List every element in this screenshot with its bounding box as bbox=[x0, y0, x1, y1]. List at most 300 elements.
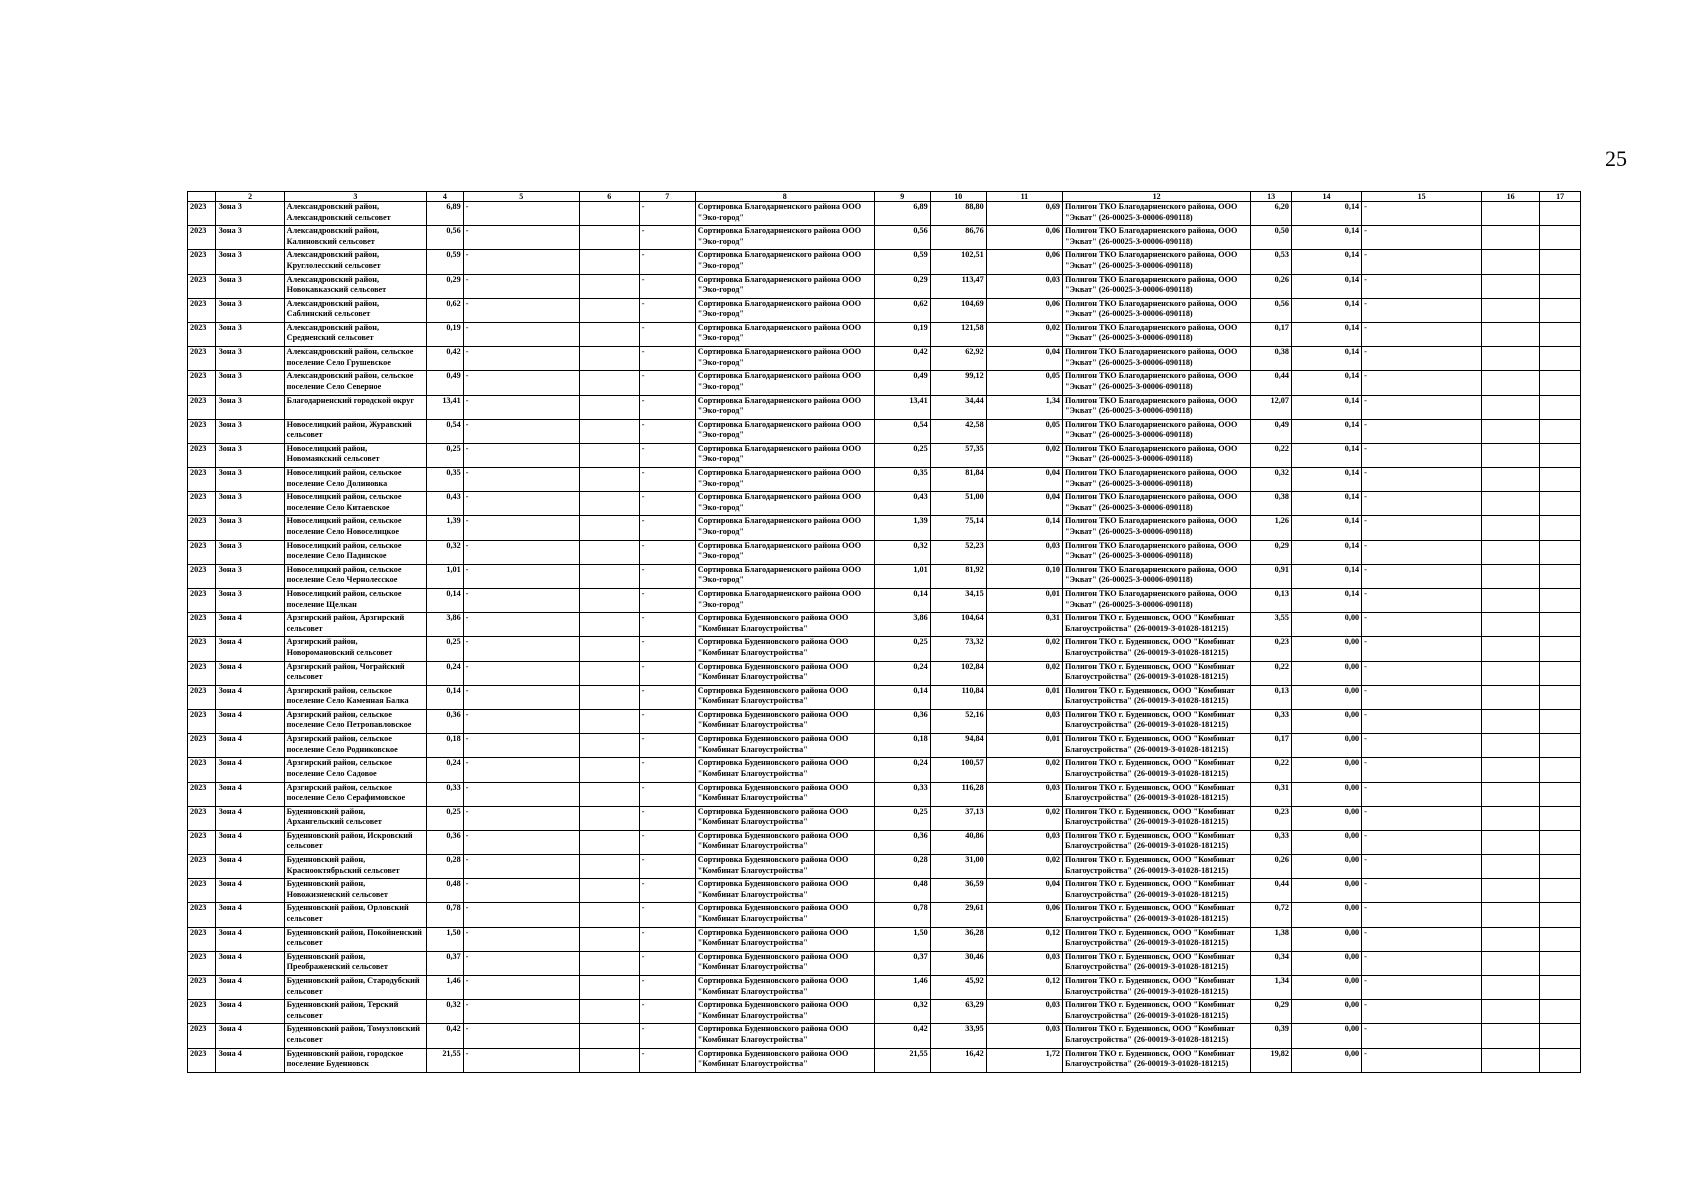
waste-volume-cell: 1,39 bbox=[427, 516, 464, 540]
sorting-facility-cell: Сортировка Благодарненского района ООО "Эко-город" bbox=[695, 443, 874, 467]
recycled-cell: 0,69 bbox=[986, 202, 1062, 226]
distance-cell: 52,16 bbox=[930, 709, 986, 733]
year-cell: 2023 bbox=[188, 274, 216, 298]
year-cell: 2023 bbox=[188, 443, 216, 467]
zone-cell: Зона 3 bbox=[216, 564, 284, 588]
col5-cell: - bbox=[463, 226, 579, 250]
municipality-cell: Новоселицкий район, сельское поселение Щелкан bbox=[284, 589, 426, 613]
zone-cell: Зона 3 bbox=[216, 298, 284, 322]
sorting-facility-cell: Сортировка Буденновского района ООО "Комбинат Благоустройства" bbox=[695, 951, 874, 975]
municipality-cell: Арзгирский район, сельское поселение Село Родниковское bbox=[284, 734, 426, 758]
zone-cell: Зона 3 bbox=[216, 589, 284, 613]
waste-volume-cell: 0,14 bbox=[427, 589, 464, 613]
landfill-cell: Полигон ТКО г. Буденновск, ООО "Комбинат Благоустройства" (26-00019-З-01028-181215) bbox=[1063, 613, 1251, 637]
sorting-facility-cell: Сортировка Буденновского района ООО "Комбинат Благоустройства" bbox=[695, 927, 874, 951]
column-header: 2 bbox=[216, 192, 284, 202]
distance-cell: 63,29 bbox=[930, 1000, 986, 1024]
municipality-cell: Александровский район, сельское поселение Село Северное bbox=[284, 371, 426, 395]
col15-cell: - bbox=[1362, 613, 1482, 637]
distance-cell: 75,14 bbox=[930, 516, 986, 540]
sorting-facility-cell: Сортировка Благодарненского района ООО "Эко-город" bbox=[695, 540, 874, 564]
zone-cell: Зона 4 bbox=[216, 976, 284, 1000]
distance-cell: 99,12 bbox=[930, 371, 986, 395]
col16-cell bbox=[1482, 395, 1540, 419]
col7-cell: - bbox=[639, 830, 695, 854]
sorting-facility-cell: Сортировка Благодарненского района ООО "Эко-город" bbox=[695, 347, 874, 371]
municipality-cell: Александровский район, Круглолесский сельсовет bbox=[284, 250, 426, 274]
waste-volume-cell: 0,25 bbox=[427, 637, 464, 661]
zone-cell: Зона 3 bbox=[216, 226, 284, 250]
landfill-volume-cell: 0,39 bbox=[1251, 1024, 1292, 1048]
table-row bbox=[188, 540, 1581, 564]
distance-cell: 102,51 bbox=[930, 250, 986, 274]
col16-cell bbox=[1482, 709, 1540, 733]
waste-volume-cell: 0,24 bbox=[427, 758, 464, 782]
table-row bbox=[188, 202, 1581, 226]
col16-cell bbox=[1482, 734, 1540, 758]
col7-cell: - bbox=[639, 879, 695, 903]
waste-volume-cell: 21,55 bbox=[427, 1048, 464, 1072]
municipality-cell: Александровский район, Александровский сельсовет bbox=[284, 202, 426, 226]
col17-cell bbox=[1540, 879, 1581, 903]
waste-flow-table-wrapper bbox=[187, 191, 1581, 1073]
col14-cell: 0,00 bbox=[1291, 685, 1361, 709]
zone-cell: Зона 4 bbox=[216, 1000, 284, 1024]
col15-cell: - bbox=[1362, 782, 1482, 806]
waste-volume-cell: 0,33 bbox=[427, 782, 464, 806]
col16-cell bbox=[1482, 830, 1540, 854]
year-cell: 2023 bbox=[188, 492, 216, 516]
col16-cell bbox=[1482, 468, 1540, 492]
col7-cell: - bbox=[639, 685, 695, 709]
landfill-cell: Полигон ТКО г. Буденновск, ООО "Комбинат Благоустройства" (26-00019-З-01028-181215) bbox=[1063, 976, 1251, 1000]
landfill-volume-cell: 0,22 bbox=[1251, 758, 1292, 782]
col14-cell: 0,00 bbox=[1291, 782, 1361, 806]
zone-cell: Зона 3 bbox=[216, 443, 284, 467]
sorting-facility-cell: Сортировка Благодарненского района ООО "Эко-город" bbox=[695, 419, 874, 443]
col15-cell: - bbox=[1362, 492, 1482, 516]
recycled-cell: 0,04 bbox=[986, 468, 1062, 492]
col15-cell: - bbox=[1362, 347, 1482, 371]
landfill-volume-cell: 0,49 bbox=[1251, 419, 1292, 443]
landfill-volume-cell: 0,38 bbox=[1251, 347, 1292, 371]
sorting-volume-cell: 0,59 bbox=[874, 250, 930, 274]
recycled-cell: 0,10 bbox=[986, 564, 1062, 588]
municipality-cell: Арзгирский район, Чограйский сельсовет bbox=[284, 661, 426, 685]
year-cell: 2023 bbox=[188, 951, 216, 975]
landfill-volume-cell: 0,53 bbox=[1251, 250, 1292, 274]
year-cell: 2023 bbox=[188, 395, 216, 419]
table-row bbox=[188, 298, 1581, 322]
col17-cell bbox=[1540, 419, 1581, 443]
col5-cell: - bbox=[463, 685, 579, 709]
col7-cell: - bbox=[639, 347, 695, 371]
landfill-volume-cell: 1,38 bbox=[1251, 927, 1292, 951]
recycled-cell: 0,14 bbox=[986, 516, 1062, 540]
distance-cell: 42,58 bbox=[930, 419, 986, 443]
municipality-cell: Арзгирский район, сельское поселение Село Петропавловское bbox=[284, 709, 426, 733]
table-row bbox=[188, 637, 1581, 661]
recycled-cell: 0,02 bbox=[986, 758, 1062, 782]
zone-cell: Зона 4 bbox=[216, 637, 284, 661]
table-row bbox=[188, 734, 1581, 758]
recycled-cell: 0,01 bbox=[986, 734, 1062, 758]
waste-volume-cell: 0,29 bbox=[427, 274, 464, 298]
col15-cell: - bbox=[1362, 250, 1482, 274]
table-row bbox=[188, 758, 1581, 782]
sorting-facility-cell: Сортировка Буденновского района ООО "Комбинат Благоустройства" bbox=[695, 613, 874, 637]
recycled-cell: 0,01 bbox=[986, 589, 1062, 613]
recycled-cell: 0,03 bbox=[986, 951, 1062, 975]
table-row bbox=[188, 855, 1581, 879]
zone-cell: Зона 4 bbox=[216, 903, 284, 927]
distance-cell: 73,32 bbox=[930, 637, 986, 661]
col14-cell: 0,00 bbox=[1291, 806, 1361, 830]
landfill-cell: Полигон ТКО Благодарненского района, ООО "Экват" (26-00025-З-00006-090118) bbox=[1063, 322, 1251, 346]
col5-cell: - bbox=[463, 758, 579, 782]
landfill-volume-cell: 12,07 bbox=[1251, 395, 1292, 419]
zone-cell: Зона 3 bbox=[216, 250, 284, 274]
col16-cell bbox=[1482, 1000, 1540, 1024]
landfill-cell: Полигон ТКО г. Буденновск, ООО "Комбинат Благоустройства" (26-00019-З-01028-181215) bbox=[1063, 685, 1251, 709]
table-row bbox=[188, 274, 1581, 298]
landfill-cell: Полигон ТКО Благодарненского района, ООО "Экват" (26-00025-З-00006-090118) bbox=[1063, 564, 1251, 588]
distance-cell: 51,00 bbox=[930, 492, 986, 516]
col6-cell bbox=[579, 855, 639, 879]
waste-volume-cell: 0,78 bbox=[427, 903, 464, 927]
col5-cell: - bbox=[463, 1000, 579, 1024]
col17-cell bbox=[1540, 613, 1581, 637]
col15-cell: - bbox=[1362, 1048, 1482, 1072]
recycled-cell: 0,03 bbox=[986, 709, 1062, 733]
landfill-cell: Полигон ТКО г. Буденновск, ООО "Комбинат Благоустройства" (26-00019-З-01028-181215) bbox=[1063, 782, 1251, 806]
zone-cell: Зона 4 bbox=[216, 879, 284, 903]
sorting-facility-cell: Сортировка Буденновского района ООО "Комбинат Благоустройства" bbox=[695, 855, 874, 879]
year-cell: 2023 bbox=[188, 564, 216, 588]
col6-cell bbox=[579, 879, 639, 903]
year-cell: 2023 bbox=[188, 202, 216, 226]
distance-cell: 34,15 bbox=[930, 589, 986, 613]
col7-cell: - bbox=[639, 250, 695, 274]
distance-cell: 110,84 bbox=[930, 685, 986, 709]
col15-cell: - bbox=[1362, 202, 1482, 226]
recycled-cell: 0,03 bbox=[986, 1024, 1062, 1048]
col14-cell: 0,14 bbox=[1291, 322, 1361, 346]
col5-cell: - bbox=[463, 855, 579, 879]
col17-cell bbox=[1540, 685, 1581, 709]
distance-cell: 40,86 bbox=[930, 830, 986, 854]
col6-cell bbox=[579, 782, 639, 806]
landfill-cell: Полигон ТКО Благодарненского района, ООО "Экват" (26-00025-З-00006-090118) bbox=[1063, 492, 1251, 516]
col16-cell bbox=[1482, 202, 1540, 226]
table-row bbox=[188, 1024, 1581, 1048]
zone-cell: Зона 4 bbox=[216, 685, 284, 709]
table-row bbox=[188, 371, 1581, 395]
col16-cell bbox=[1482, 250, 1540, 274]
landfill-volume-cell: 0,91 bbox=[1251, 564, 1292, 588]
column-header: 5 bbox=[463, 192, 579, 202]
col17-cell bbox=[1540, 903, 1581, 927]
year-cell: 2023 bbox=[188, 468, 216, 492]
col15-cell: - bbox=[1362, 661, 1482, 685]
sorting-facility-cell: Сортировка Буденновского района ООО "Комбинат Благоустройства" bbox=[695, 637, 874, 661]
distance-cell: 102,84 bbox=[930, 661, 986, 685]
column-header: 16 bbox=[1482, 192, 1540, 202]
distance-cell: 36,59 bbox=[930, 879, 986, 903]
municipality-cell: Буденновский район, Искровский сельсовет bbox=[284, 830, 426, 854]
landfill-cell: Полигон ТКО г. Буденновск, ООО "Комбинат Благоустройства" (26-00019-З-01028-181215) bbox=[1063, 855, 1251, 879]
sorting-facility-cell: Сортировка Благодарненского района ООО "Эко-город" bbox=[695, 298, 874, 322]
landfill-volume-cell: 0,13 bbox=[1251, 589, 1292, 613]
col5-cell: - bbox=[463, 516, 579, 540]
col15-cell: - bbox=[1362, 226, 1482, 250]
municipality-cell: Буденновский район, Покойненский сельсовет bbox=[284, 927, 426, 951]
col5-cell: - bbox=[463, 395, 579, 419]
col14-cell: 0,00 bbox=[1291, 903, 1361, 927]
col7-cell: - bbox=[639, 443, 695, 467]
distance-cell: 94,84 bbox=[930, 734, 986, 758]
municipality-cell: Буденновский район, Новожизненский сельсовет bbox=[284, 879, 426, 903]
col17-cell bbox=[1540, 589, 1581, 613]
col14-cell: 0,14 bbox=[1291, 347, 1361, 371]
municipality-cell: Новоселицкий район, сельское поселение Село Долиновка bbox=[284, 468, 426, 492]
col14-cell: 0,14 bbox=[1291, 202, 1361, 226]
municipality-cell: Новоселицкий район, сельское поселение Село Китаевское bbox=[284, 492, 426, 516]
distance-cell: 121,58 bbox=[930, 322, 986, 346]
col17-cell bbox=[1540, 661, 1581, 685]
col7-cell: - bbox=[639, 637, 695, 661]
landfill-volume-cell: 1,34 bbox=[1251, 976, 1292, 1000]
sorting-volume-cell: 0,48 bbox=[874, 879, 930, 903]
col17-cell bbox=[1540, 951, 1581, 975]
col16-cell bbox=[1482, 371, 1540, 395]
recycled-cell: 0,02 bbox=[986, 855, 1062, 879]
col7-cell: - bbox=[639, 709, 695, 733]
sorting-volume-cell: 0,43 bbox=[874, 492, 930, 516]
waste-volume-cell: 0,62 bbox=[427, 298, 464, 322]
col6-cell bbox=[579, 1024, 639, 1048]
column-header: 3 bbox=[284, 192, 426, 202]
landfill-cell: Полигон ТКО г. Буденновск, ООО "Комбинат Благоустройства" (26-00019-З-01028-181215) bbox=[1063, 637, 1251, 661]
col15-cell: - bbox=[1362, 540, 1482, 564]
municipality-cell: Новоселицкий район, Журавский сельсовет bbox=[284, 419, 426, 443]
landfill-cell: Полигон ТКО г. Буденновск, ООО "Комбинат Благоустройства" (26-00019-З-01028-181215) bbox=[1063, 661, 1251, 685]
col17-cell bbox=[1540, 371, 1581, 395]
col7-cell: - bbox=[639, 976, 695, 1000]
sorting-volume-cell: 3,86 bbox=[874, 613, 930, 637]
col14-cell: 0,14 bbox=[1291, 589, 1361, 613]
table-row bbox=[188, 879, 1581, 903]
year-cell: 2023 bbox=[188, 371, 216, 395]
col17-cell bbox=[1540, 468, 1581, 492]
sorting-facility-cell: Сортировка Буденновского района ООО "Комбинат Благоустройства" bbox=[695, 1000, 874, 1024]
table-row bbox=[188, 903, 1581, 927]
col7-cell: - bbox=[639, 613, 695, 637]
landfill-cell: Полигон ТКО Благодарненского района, ООО "Экват" (26-00025-З-00006-090118) bbox=[1063, 395, 1251, 419]
waste-volume-cell: 0,35 bbox=[427, 468, 464, 492]
col17-cell bbox=[1540, 855, 1581, 879]
waste-volume-cell: 13,41 bbox=[427, 395, 464, 419]
table-row bbox=[188, 951, 1581, 975]
year-cell: 2023 bbox=[188, 613, 216, 637]
col15-cell: - bbox=[1362, 274, 1482, 298]
col7-cell: - bbox=[639, 734, 695, 758]
col7-cell: - bbox=[639, 419, 695, 443]
landfill-volume-cell: 0,29 bbox=[1251, 540, 1292, 564]
landfill-cell: Полигон ТКО г. Буденновск, ООО "Комбинат Благоустройства" (26-00019-З-01028-181215) bbox=[1063, 903, 1251, 927]
col17-cell bbox=[1540, 395, 1581, 419]
year-cell: 2023 bbox=[188, 806, 216, 830]
table-row bbox=[188, 927, 1581, 951]
col6-cell bbox=[579, 734, 639, 758]
col15-cell: - bbox=[1362, 637, 1482, 661]
col17-cell bbox=[1540, 782, 1581, 806]
col7-cell: - bbox=[639, 806, 695, 830]
col6-cell bbox=[579, 589, 639, 613]
table-row bbox=[188, 685, 1581, 709]
sorting-facility-cell: Сортировка Благодарненского района ООО "Эко-город" bbox=[695, 589, 874, 613]
col15-cell: - bbox=[1362, 927, 1482, 951]
table-row bbox=[188, 976, 1581, 1000]
sorting-facility-cell: Сортировка Благодарненского района ООО "Эко-город" bbox=[695, 492, 874, 516]
sorting-volume-cell: 0,29 bbox=[874, 274, 930, 298]
waste-volume-cell: 0,25 bbox=[427, 806, 464, 830]
col6-cell bbox=[579, 637, 639, 661]
col15-cell: - bbox=[1362, 709, 1482, 733]
sorting-volume-cell: 0,49 bbox=[874, 371, 930, 395]
sorting-volume-cell: 0,42 bbox=[874, 1024, 930, 1048]
col16-cell bbox=[1482, 661, 1540, 685]
col17-cell bbox=[1540, 758, 1581, 782]
page-number: 25 bbox=[1605, 146, 1627, 171]
col6-cell bbox=[579, 976, 639, 1000]
waste-volume-cell: 1,01 bbox=[427, 564, 464, 588]
column-header: 4 bbox=[427, 192, 464, 202]
col17-cell bbox=[1540, 976, 1581, 1000]
landfill-cell: Полигон ТКО Благодарненского района, ООО "Экват" (26-00025-З-00006-090118) bbox=[1063, 298, 1251, 322]
col16-cell bbox=[1482, 516, 1540, 540]
table-row bbox=[188, 516, 1581, 540]
sorting-facility-cell: Сортировка Благодарненского района ООО "Эко-город" bbox=[695, 564, 874, 588]
column-header: 7 bbox=[639, 192, 695, 202]
landfill-volume-cell: 0,13 bbox=[1251, 685, 1292, 709]
col17-cell bbox=[1540, 564, 1581, 588]
col14-cell: 0,00 bbox=[1291, 1024, 1361, 1048]
recycled-cell: 0,02 bbox=[986, 443, 1062, 467]
waste-flow-table bbox=[187, 191, 1581, 1073]
landfill-volume-cell: 6,20 bbox=[1251, 202, 1292, 226]
landfill-volume-cell: 0,17 bbox=[1251, 322, 1292, 346]
year-cell: 2023 bbox=[188, 782, 216, 806]
landfill-volume-cell: 0,34 bbox=[1251, 951, 1292, 975]
sorting-facility-cell: Сортировка Буденновского района ООО "Комбинат Благоустройства" bbox=[695, 1048, 874, 1072]
col14-cell: 0,14 bbox=[1291, 371, 1361, 395]
waste-volume-cell: 0,24 bbox=[427, 661, 464, 685]
col14-cell: 0,14 bbox=[1291, 540, 1361, 564]
zone-cell: Зона 4 bbox=[216, 734, 284, 758]
col16-cell bbox=[1482, 274, 1540, 298]
distance-cell: 33,95 bbox=[930, 1024, 986, 1048]
zone-cell: Зона 3 bbox=[216, 395, 284, 419]
recycled-cell: 1,34 bbox=[986, 395, 1062, 419]
municipality-cell: Александровский район, Средненский сельсовет bbox=[284, 322, 426, 346]
municipality-cell: Буденновский район, городское поселение Буденновск bbox=[284, 1048, 426, 1072]
year-cell: 2023 bbox=[188, 637, 216, 661]
landfill-volume-cell: 3,55 bbox=[1251, 613, 1292, 637]
sorting-facility-cell: Сортировка Буденновского района ООО "Комбинат Благоустройства" bbox=[695, 661, 874, 685]
waste-volume-cell: 1,46 bbox=[427, 976, 464, 1000]
table-body bbox=[188, 202, 1581, 1073]
col16-cell bbox=[1482, 564, 1540, 588]
col16-cell bbox=[1482, 855, 1540, 879]
sorting-facility-cell: Сортировка Буденновского района ООО "Комбинат Благоустройства" bbox=[695, 903, 874, 927]
col15-cell: - bbox=[1362, 516, 1482, 540]
zone-cell: Зона 4 bbox=[216, 830, 284, 854]
zone-cell: Зона 3 bbox=[216, 322, 284, 346]
year-cell: 2023 bbox=[188, 1000, 216, 1024]
col5-cell: - bbox=[463, 298, 579, 322]
col5-cell: - bbox=[463, 903, 579, 927]
col7-cell: - bbox=[639, 589, 695, 613]
col17-cell bbox=[1540, 806, 1581, 830]
col7-cell: - bbox=[639, 1048, 695, 1072]
zone-cell: Зона 3 bbox=[216, 468, 284, 492]
col7-cell: - bbox=[639, 927, 695, 951]
table-row bbox=[188, 806, 1581, 830]
sorting-volume-cell: 0,36 bbox=[874, 830, 930, 854]
sorting-volume-cell: 0,14 bbox=[874, 589, 930, 613]
waste-volume-cell: 0,32 bbox=[427, 1000, 464, 1024]
sorting-volume-cell: 0,25 bbox=[874, 806, 930, 830]
waste-volume-cell: 0,36 bbox=[427, 830, 464, 854]
zone-cell: Зона 3 bbox=[216, 516, 284, 540]
col6-cell bbox=[579, 516, 639, 540]
table-row bbox=[188, 589, 1581, 613]
col6-cell bbox=[579, 395, 639, 419]
col7-cell: - bbox=[639, 298, 695, 322]
landfill-cell: Полигон ТКО Благодарненского района, ООО "Экват" (26-00025-З-00006-090118) bbox=[1063, 540, 1251, 564]
recycled-cell: 0,06 bbox=[986, 903, 1062, 927]
sorting-facility-cell: Сортировка Благодарненского района ООО "Эко-город" bbox=[695, 468, 874, 492]
sorting-facility-cell: Сортировка Буденновского района ООО "Комбинат Благоустройства" bbox=[695, 758, 874, 782]
recycled-cell: 0,03 bbox=[986, 830, 1062, 854]
sorting-volume-cell: 0,78 bbox=[874, 903, 930, 927]
col6-cell bbox=[579, 927, 639, 951]
col6-cell bbox=[579, 564, 639, 588]
table-row bbox=[188, 1000, 1581, 1024]
year-cell: 2023 bbox=[188, 830, 216, 854]
column-header: 12 bbox=[1063, 192, 1251, 202]
col17-cell bbox=[1540, 226, 1581, 250]
waste-volume-cell: 1,50 bbox=[427, 927, 464, 951]
col7-cell: - bbox=[639, 492, 695, 516]
col6-cell bbox=[579, 274, 639, 298]
col16-cell bbox=[1482, 758, 1540, 782]
col17-cell bbox=[1540, 274, 1581, 298]
col6-cell bbox=[579, 443, 639, 467]
sorting-volume-cell: 21,55 bbox=[874, 1048, 930, 1072]
col16-cell bbox=[1482, 782, 1540, 806]
column-header: 14 bbox=[1291, 192, 1361, 202]
landfill-cell: Полигон ТКО г. Буденновск, ООО "Комбинат Благоустройства" (26-00019-З-01028-181215) bbox=[1063, 927, 1251, 951]
distance-cell: 81,84 bbox=[930, 468, 986, 492]
col5-cell: - bbox=[463, 564, 579, 588]
col6-cell bbox=[579, 492, 639, 516]
landfill-cell: Полигон ТКО Благодарненского района, ООО "Экват" (26-00025-З-00006-090118) bbox=[1063, 274, 1251, 298]
col15-cell: - bbox=[1362, 830, 1482, 854]
sorting-volume-cell: 1,01 bbox=[874, 564, 930, 588]
landfill-volume-cell: 0,50 bbox=[1251, 226, 1292, 250]
